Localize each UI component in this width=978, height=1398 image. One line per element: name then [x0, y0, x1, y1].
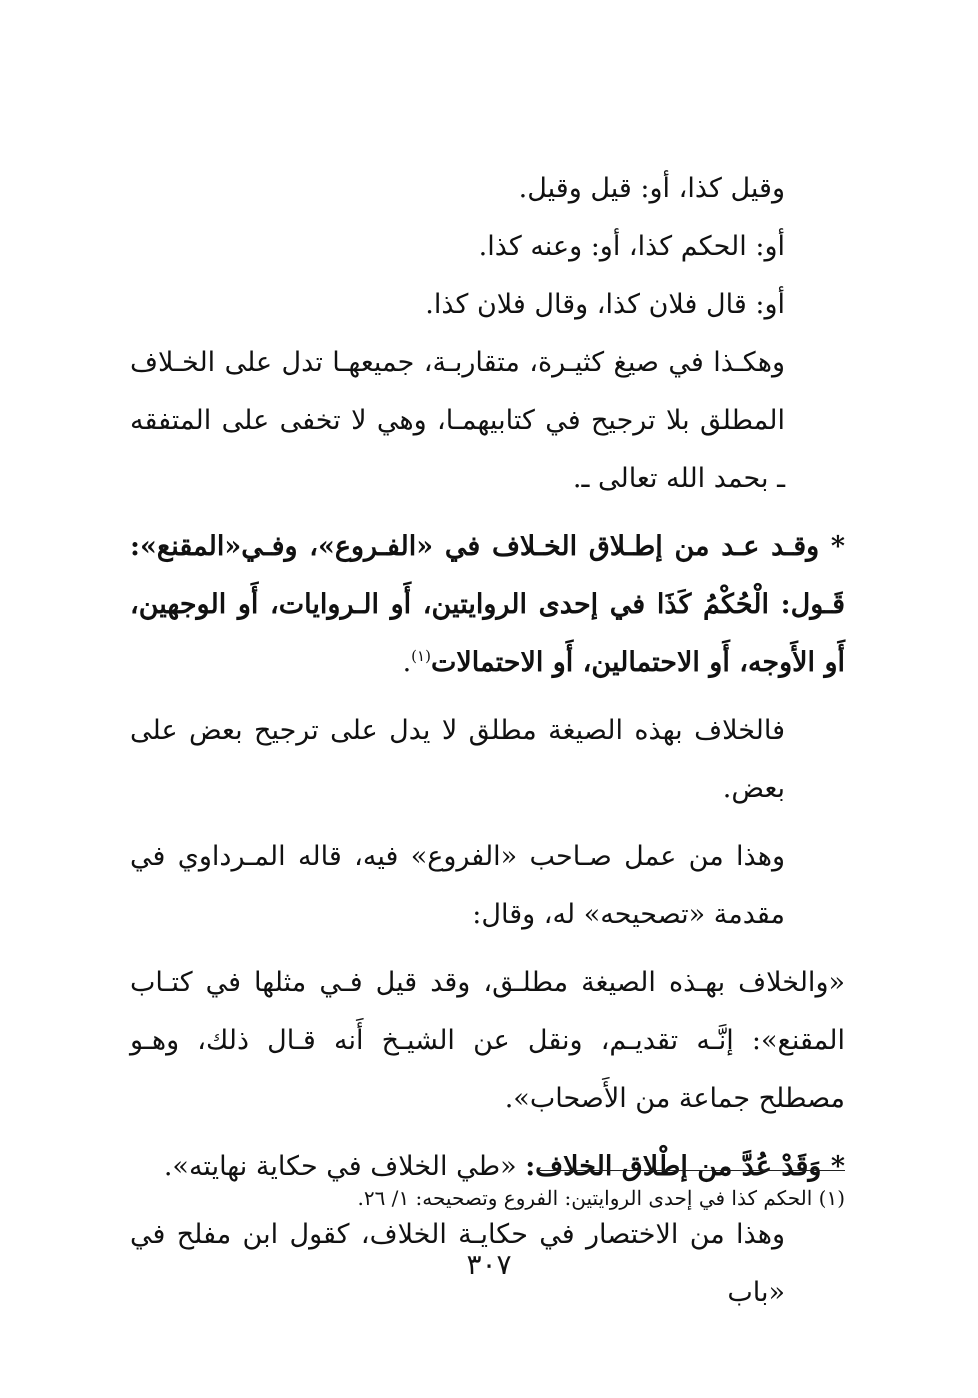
footnote-divider — [540, 1170, 845, 1171]
paragraph-10: وهذا من الاختصار في حكايـة الخلاف، كقول ابن مفلح في «باب — [130, 1219, 785, 1308]
footnote-marker: (١) — [411, 647, 431, 665]
paragraph-8: «والخلاف بهـذه الصيغة مطلـق، وقد قيل فـي مثلها في كتـاب المقنع»: إنَّـه تقديـم، ونقل عن الشيـخ أَنه قـال ذلك، وهـو مصطلح جماعة من الأَصحاب». — [130, 967, 845, 1114]
paragraph-5 — [130, 518, 845, 692]
paragraph-9-quote: «طي الخلاف في حكاية نهايته». — [163, 1151, 526, 1182]
paragraph-4: وهكـذا في صيغ كثيـرة، متقاربـة، جميعهـا تدل على الخـلاف المطلق بلا ترجيح في كتابيهمـا، وهي لا تخفى على المتفقه ـ بحمد الله تعالى ـ. — [130, 347, 785, 494]
paragraph-3: أو: قال فلان كذا، وقال فلان كذا. — [425, 289, 785, 320]
paragraph-7: وهذا من عمل صـاحب «الفروع» فيه، قاله المـرداوي في مقدمة «تصحيحه» له، وقال: — [130, 841, 785, 930]
paragraph-1: وقيل كذا، أو: قيل وقيل. — [518, 173, 785, 204]
main-text — [130, 160, 845, 1322]
paragraph-5-text: * وقـد عـد من إطـلاق الخـلاف في «الفـروع»، وفـي«المقنع»: قَـول: الْحُكْمُ كَذَا في إحدى الروايتين، أَو الـروايات، أَو الوجهين، أَو الأَوجه، أَو الاحتمالين، أَو الاحتمالات — [130, 531, 845, 678]
paragraph-5-end: . — [402, 647, 412, 678]
page-number: ٣٠٧ — [466, 1248, 512, 1281]
paragraph-6: فالخلاف بهذه الصيغة مطلق لا يدل على ترجيح بعض على بعض. — [130, 715, 785, 804]
footnote: (١) الحكم كذا في إحدى الروايتين: الفروع وتصحيحه: ١/ ٢٦. — [357, 1186, 845, 1210]
paragraph-9-heading: * وَقَدْ عُدَّ من إطْلاق الخلاف: — [525, 1151, 845, 1182]
paragraph-2: أو: الحكم كذا، أو: وعنه كذا. — [478, 231, 785, 262]
